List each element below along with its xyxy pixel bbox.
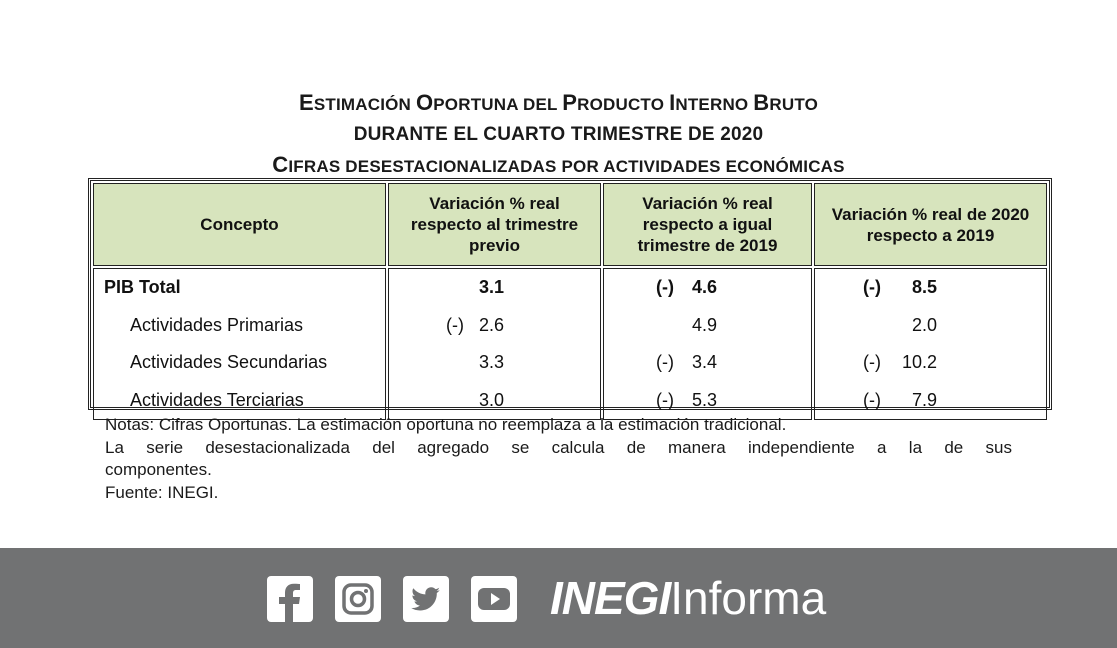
- document-title: [0, 88, 1117, 182]
- table-notes: [105, 414, 1012, 504]
- value-cell: (-) 10.2: [863, 352, 938, 372]
- value-cell: 3.3: [479, 352, 505, 372]
- instagram-icon[interactable]: [335, 576, 381, 622]
- value-cell: 4.9: [692, 314, 718, 335]
- row-label-terciarias: Actividades Terciarias: [130, 389, 304, 410]
- value-cell: (-) 8.5: [863, 277, 938, 297]
- notes-line-1: Notas: Cifras Oportunas. La estimación oportuna no reemplaza a la estimación tradicional.: [105, 415, 787, 434]
- table-body-row: [93, 268, 1047, 420]
- facebook-icon[interactable]: [267, 576, 313, 622]
- value-cell: (-) 5.3: [656, 389, 718, 410]
- inegi-informa-logo: INEGIInforma: [550, 572, 827, 624]
- value-cell: (-) 4.6: [656, 277, 718, 297]
- twitter-icon[interactable]: [403, 576, 449, 622]
- row-label-secundarias: Actividades Secundarias: [130, 352, 328, 372]
- title-line-1: ESTIMACIÓN OPORTUNA DEL PRODUCTO INTERNO BRUTO: [298, 90, 819, 115]
- header-concepto: Concepto: [93, 183, 386, 266]
- row-label-pib-total: PIB Total: [104, 277, 181, 297]
- table-header-row: [93, 183, 1047, 266]
- youtube-icon[interactable]: [471, 576, 517, 622]
- notes-line-2: La serie desestacionalizada del agregado se calcula de manera independiente a la de sus: [105, 437, 1012, 457]
- value-cell: 3.0: [479, 389, 505, 410]
- value-cell: (-) 3.4: [656, 352, 718, 372]
- col2-values: [603, 268, 812, 420]
- header-var-igual-trimestre: Variación % real respecto a igual trimestre de 2019: [603, 183, 812, 266]
- concept-column: [93, 268, 386, 420]
- value-cell: 3.1: [479, 277, 505, 297]
- gdp-table: [88, 178, 1052, 410]
- source-line: Fuente: INEGI.: [105, 482, 219, 502]
- title-line-2: DURANTE EL CUARTO TRIMESTRE DE 2020: [353, 124, 764, 145]
- value-cell: (-) 7.9: [863, 389, 938, 410]
- header-var-trimestre-previo: Variación % real respecto al trimestre previo: [388, 183, 601, 266]
- col3-values: [814, 268, 1047, 420]
- title-line-3: CIFRAS DESESTACIONALIZADAS POR ACTIVIDADES ECONÓMICAS: [272, 152, 845, 177]
- header-var-anual: Variación % real de 2020 respecto a 2019: [814, 183, 1047, 266]
- value-cell: 2.0: [912, 314, 938, 335]
- notes-line-3: componentes.: [105, 460, 212, 479]
- value-cell: (-) 2.6: [446, 314, 505, 335]
- row-label-primarias: Actividades Primarias: [130, 314, 304, 335]
- col1-values: [388, 268, 601, 420]
